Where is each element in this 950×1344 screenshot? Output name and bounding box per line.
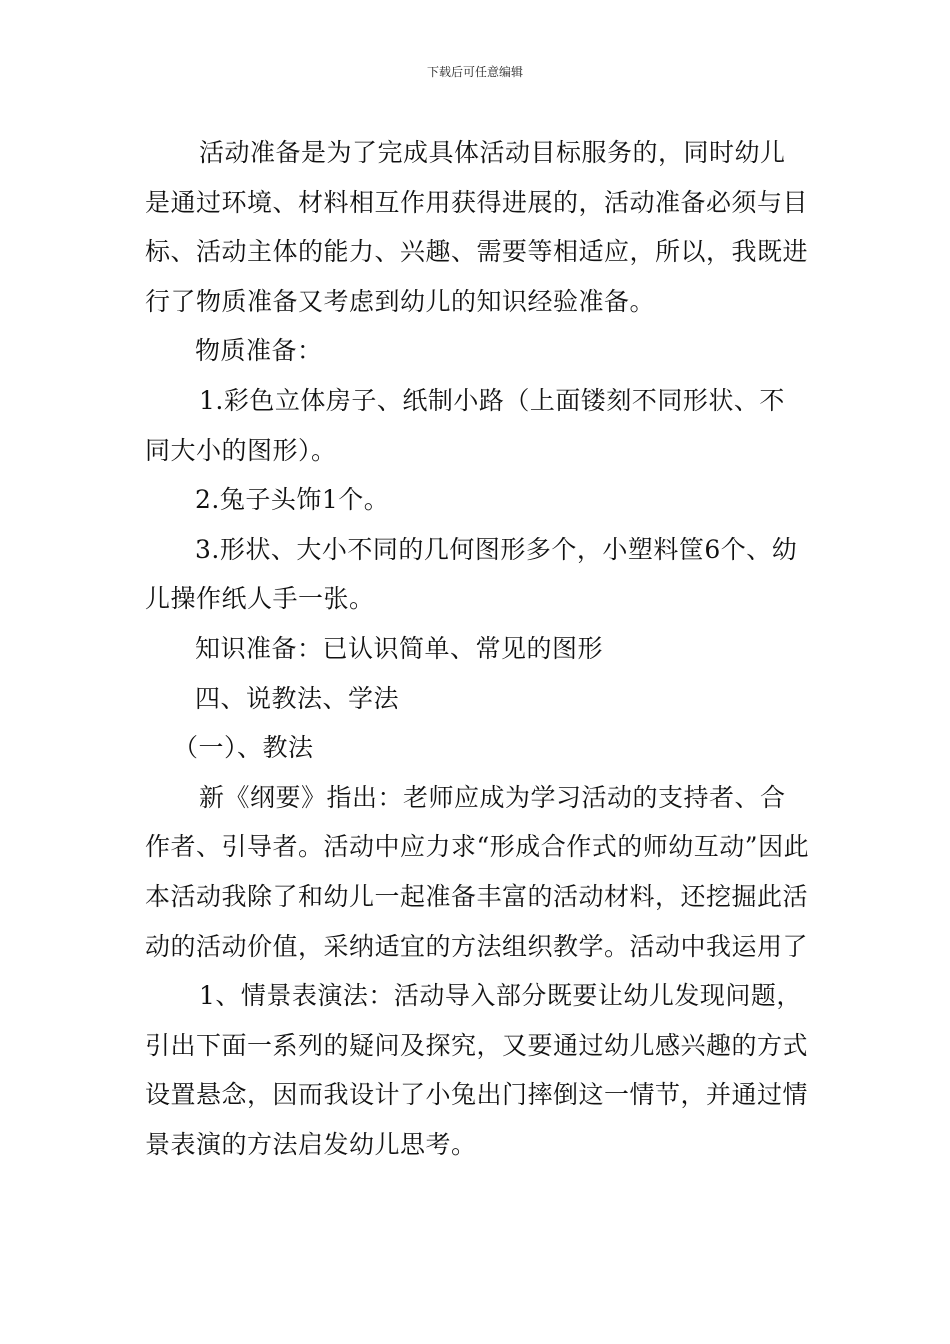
paragraph-situational-performance: 1、情景表演法：活动导入部分既要让幼儿发现问题，引出下面一系列的疑问及探究，又要通过幼儿感兴趣的方式设置悬念，因而我设计了小兔出门摔倒这一情节，并通过情景表演的方法启发幼儿思考。 [145, 981, 809, 1159]
paragraph-activity-preparation: 活动准备是为了完成具体活动目标服务的，同时幼儿是通过环境、材料相互作用获得进展的，活动准备必须与目标、活动主体的能力、兴趣、需要等相适应，所以，我既进行了物质准备又考虑到幼儿的知识经验准备。 [145, 138, 809, 316]
subsection-heading-teaching-methods: （一）、教法 [173, 733, 314, 763]
section-heading-methods: 四、说教法、学法 [195, 683, 400, 713]
paragraph-material-item-3: 3.形状、大小不同的几何图形多个，小塑料筐6个、幼儿操作纸人手一张。 [145, 534, 798, 614]
document-body [145, 128, 810, 1169]
paragraph-material-item-1: 1.彩色立体房子、纸制小路（上面镂刻不同形状、不同大小的图形）。 [145, 385, 785, 465]
paragraph-knowledge-preparation: 知识准备：已认识简单、常见的图形 [195, 633, 604, 663]
paragraph-outline-guidance: 新《纲要》指出：老师应成为学习活动的支持者、合作者、引导者。活动中应力求“形成合作式的师幼互动”因此本活动我除了和幼儿一起准备丰富的活动材料，还挖掘此活动的活动价值，采纳适宜的方法组织教学。活动中我运用了 [145, 782, 810, 961]
page-header: 下载后可任意编辑 [426, 65, 523, 79]
paragraph-material-heading: 物质准备： [195, 336, 323, 366]
paragraph-material-item-2: 2.兔子头饰1个。 [195, 485, 390, 515]
